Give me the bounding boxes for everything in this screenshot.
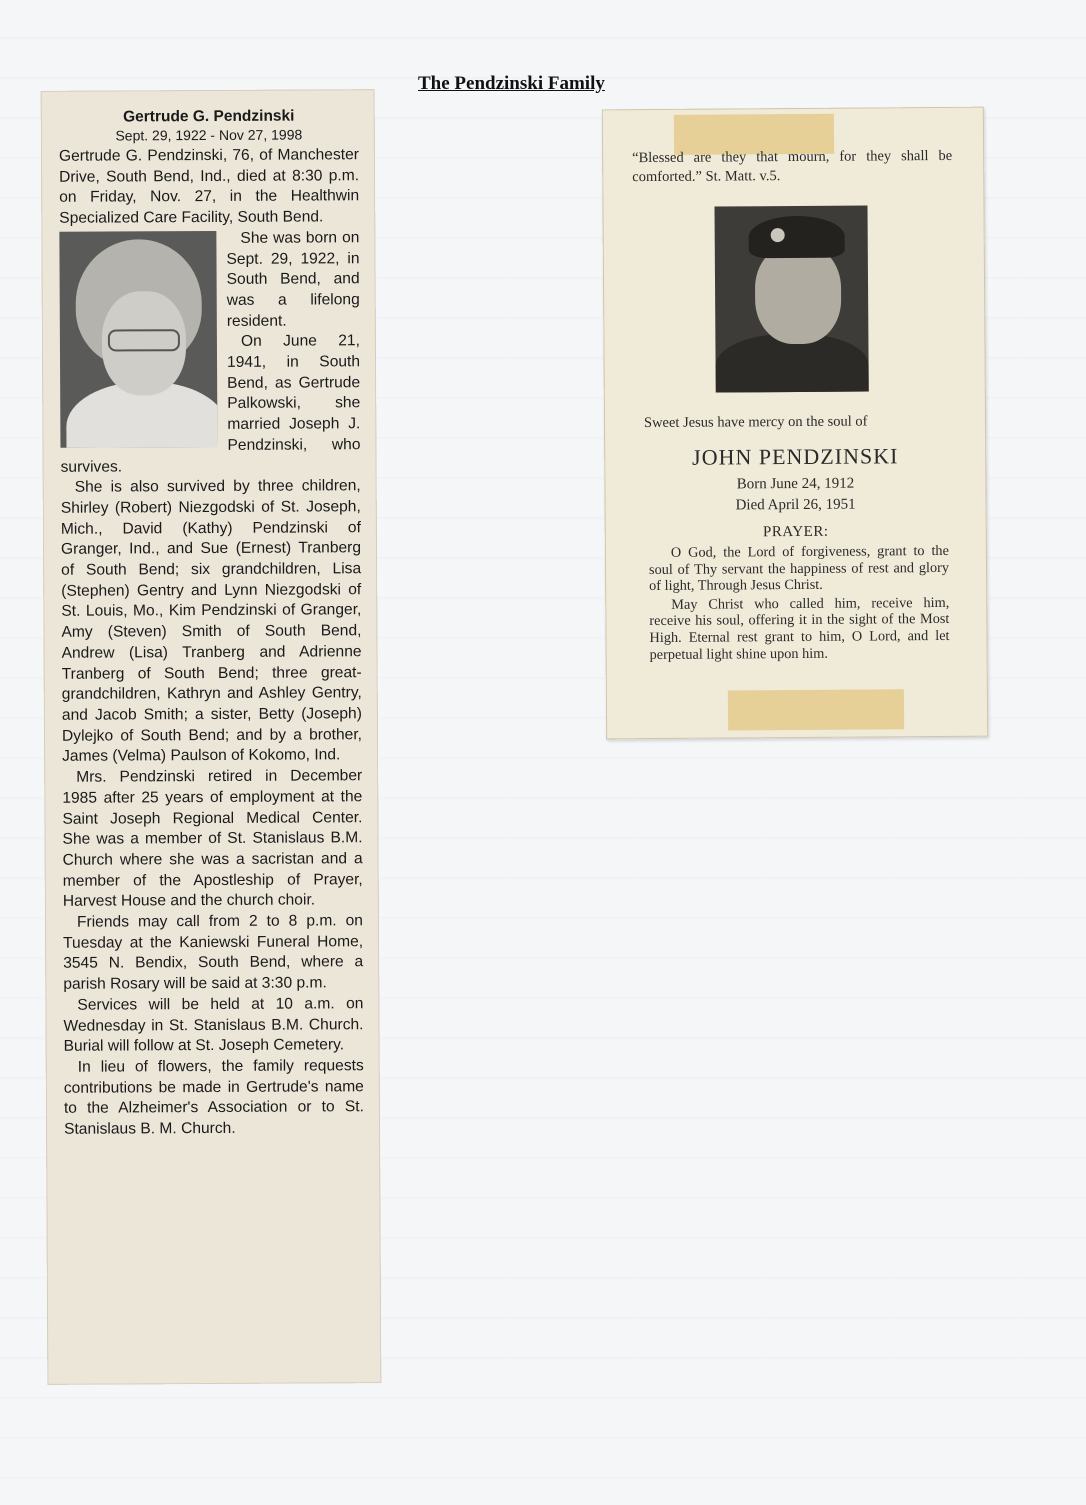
obituary-portrait-photo <box>59 231 217 448</box>
card-died-date: Died April 26, 1951 <box>735 496 856 514</box>
obituary-paragraph-text: Gertrude G. Pendzinski, 76, of Manchester Drive, South Bend, Ind., died at 8:30 p.m. on Friday, Nov. 27, in the Healthwin Specialized Care Facility, South Bend. <box>58 146 360 227</box>
soldier-portrait-photo <box>714 205 868 392</box>
obituary-paragraph: She is also survived by three children, Shirley (Robert) Niezgodski of St. Joseph, Mich., David (Kathy) Pendzinski of Granger, Ind., and Sue (Ernest) Tranberg of South Bend; six grandchildren, Lisa (Stephen) Gentry and Lynn Niezgodski of St. Louis, Mo., Kim Pendzinski of Granger, Amy (Steven) Smith of South Bend, Andrew (Lisa) Tranberg and Adrienne Tranberg of South Bend; three great-grandchildren, Kathryn and Ashley Gentry, and Jacob Smith; a sister, Betty (Joseph) Dylejko of South Bend; and by a brother, James (Velma) Paulson of Kokomo, Ind. <box>60 477 363 766</box>
page-title: The Pendzinski Family <box>418 73 605 94</box>
tape-strip <box>728 689 904 730</box>
obituary-paragraph: On June 21, 1941, in South Bend, as Gertrude Palkowski, she married Joseph J. Pendzinski, who survives. <box>60 332 361 476</box>
card-prayer-label: PRAYER: <box>762 523 829 541</box>
card-deceased-name: JOHN PENDZINSKI <box>692 443 899 470</box>
obituary-paragraph: Mrs. Pendzinski retired in December 1985 after 25 years of employment at the Saint Joseph Regional Medical Center. She was a member of St. Stanislaus B.M. Church where she was a sacristan and a member of the Apostleship of Prayer, Harvest House and the church choir. <box>62 767 363 911</box>
card-prayer-paragraph: O God, the Lord of forgiveness, grant to the soul of Thy servant the happiness of rest and glory of light, Through Jesus Christ. <box>648 542 950 595</box>
prayer-card <box>602 107 988 740</box>
obituary-paragraph: Friends may call from 2 to 8 p.m. on Tuesday at the Kaniewski Funeral Home, 3545 N. Bendix, South Bend, where a parish Rosary will be said at 3:30 p.m. <box>63 912 364 993</box>
card-quote: “Blessed are they that mourn, for they shall be comforted.” St. Matt. v.5. <box>632 147 953 186</box>
obituary-dates: Sept. 29, 1922 - Nov 27, 1998 <box>115 126 303 144</box>
card-mercy-line: Sweet Jesus have mercy on the soul of <box>643 413 868 432</box>
obituary-paragraph: Services will be held at 10 a.m. on Wednesday in St. Stanislaus B.M. Church. Burial will follow at St. Joseph Cemetery. <box>63 995 364 1056</box>
obituary-paragraph <box>59 145 359 229</box>
obituary-paragraph: She was born on Sept. 29, 1922, in South Bend, and was a lifelong resident. <box>226 229 360 330</box>
obituary-paragraph: In lieu of flowers, the family requests contributions be made in Gertrude's name to the Alzheimer's Association or to St. Stanislaus B. M. Church. <box>63 1057 364 1138</box>
card-prayer-paragraph: May Christ who called him, receive him, receive his soul, offering it in the sight of the Most High. Eternal rest grant to him, O Lord, and let perpetual light shine upon him. <box>649 594 950 663</box>
obituary-clipping <box>41 89 382 1385</box>
obituary-name: Gertrude G. Pendzinski <box>123 107 295 126</box>
obituary-text-column <box>59 107 364 1140</box>
card-prayer-text <box>649 543 950 663</box>
card-born-date: Born June 24, 1912 <box>736 475 855 493</box>
